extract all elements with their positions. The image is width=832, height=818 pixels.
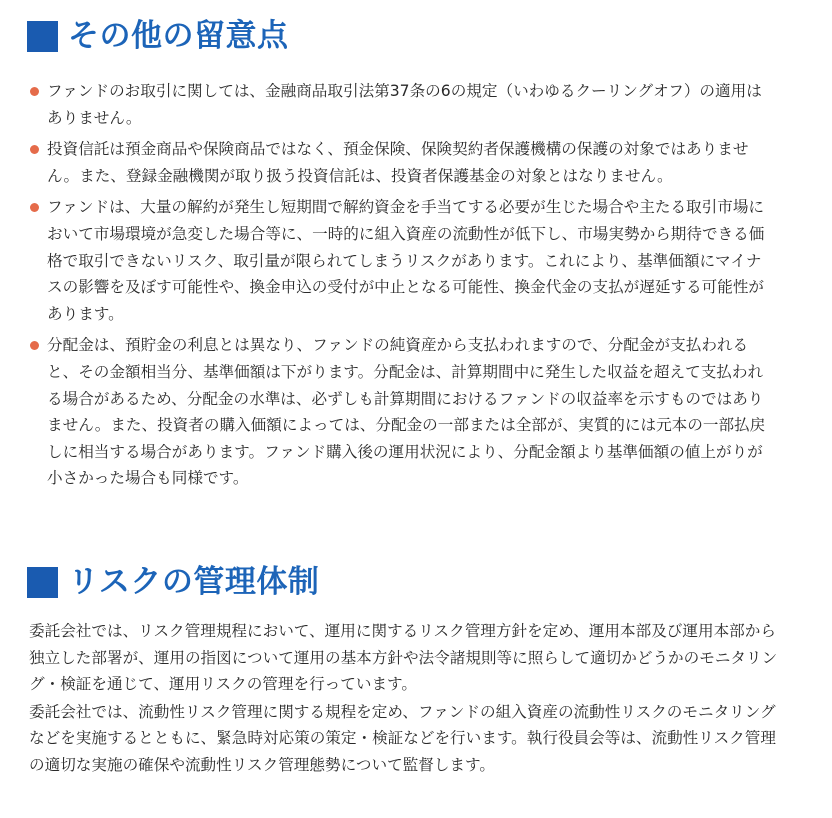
paragraph: 委託会社では、流動性リスク管理に関する規程を定め、ファンドの組入資産の流動性リスクのモニタリングなどを実施するとともに、緊急時対応策の策定・検証などを行います。執行役員会等は、流動性リスク管理の適切な実施の確保や流動性リスク管理態勢について監督します。 [29,702,776,774]
heading-square-icon [27,567,58,598]
section-title: リスクの管理体制 [68,564,320,600]
section-title: その他の留意点 [68,18,289,54]
bullet-dot-icon [30,341,39,350]
list-item-text: 分配金は、預貯金の利息とは異なり、ファンドの純資産から支払われますので、分配金が支払われると、その金額相当分、基準価額は下がります。分配金は、計算期間中に発生した収益を超えて支払われる場合があるため、分配金の水準は、必ずしも計算期間におけるファンドの収益率を示すものではありません。また、投資者の購入価額によっては、分配金の一部または全部が、実質的には元本の一部払戻しに相当する場合があります。ファンド購入後の運用状況により、分配金額より基準価額の値上がりが小さかった場合も同様です。 [47,336,766,488]
section-other-notes [0,14,832,488]
bullet-dot-icon [30,87,39,96]
paragraph: 委託会社では、リスク管理規程において、運用に関するリスク管理方針を定め、運用本部及び運用本部から独立した部署が、運用の指図について運用の基本方針や法令諸規則等に照らして適切かどうかのモニタリング・検証を通じて、運用リスクの管理を行っています。 [29,622,778,694]
list-item [30,332,772,492]
heading-square-icon [27,21,58,52]
list-item [30,136,772,189]
section-heading [27,14,832,60]
list-item-text: ファンドは、大量の解約が発生し短期間で解約資金を手当てする必要が生じた場合や主たる取引市場において市場環境が急変した場合等に、一時的に組入資産の流動性が低下し、市場実勢から期待できる価格で取引できないリスク、取引量が限られてしまうリスクがあります。これにより、基準価額にマイナスの影響を及ぼす可能性や、換金申込の受付が中止となる可能性、換金代金の支払が遅延する可能性があります。 [47,198,765,323]
notes-list [30,78,772,497]
list-item-text: 投資信託は預金商品や保険商品ではなく、預金保険、保険契約者保護機構の保護の対象ではありません。また、登録金融機関が取り扱う投資信託は、投資者保護基金の対象とはなりません。 [47,140,749,185]
risk-management-body [29,618,779,780]
section-heading [27,560,832,606]
bullet-dot-icon [30,203,39,212]
bullet-dot-icon [30,145,39,154]
section-risk-management [0,560,832,774]
list-item [30,78,772,131]
list-item-text: ファンドのお取引に関しては、金融商品取引法第37条の6の規定（いわゆるクーリングオフ）の適用はありません。 [47,82,762,127]
list-item [30,194,772,327]
